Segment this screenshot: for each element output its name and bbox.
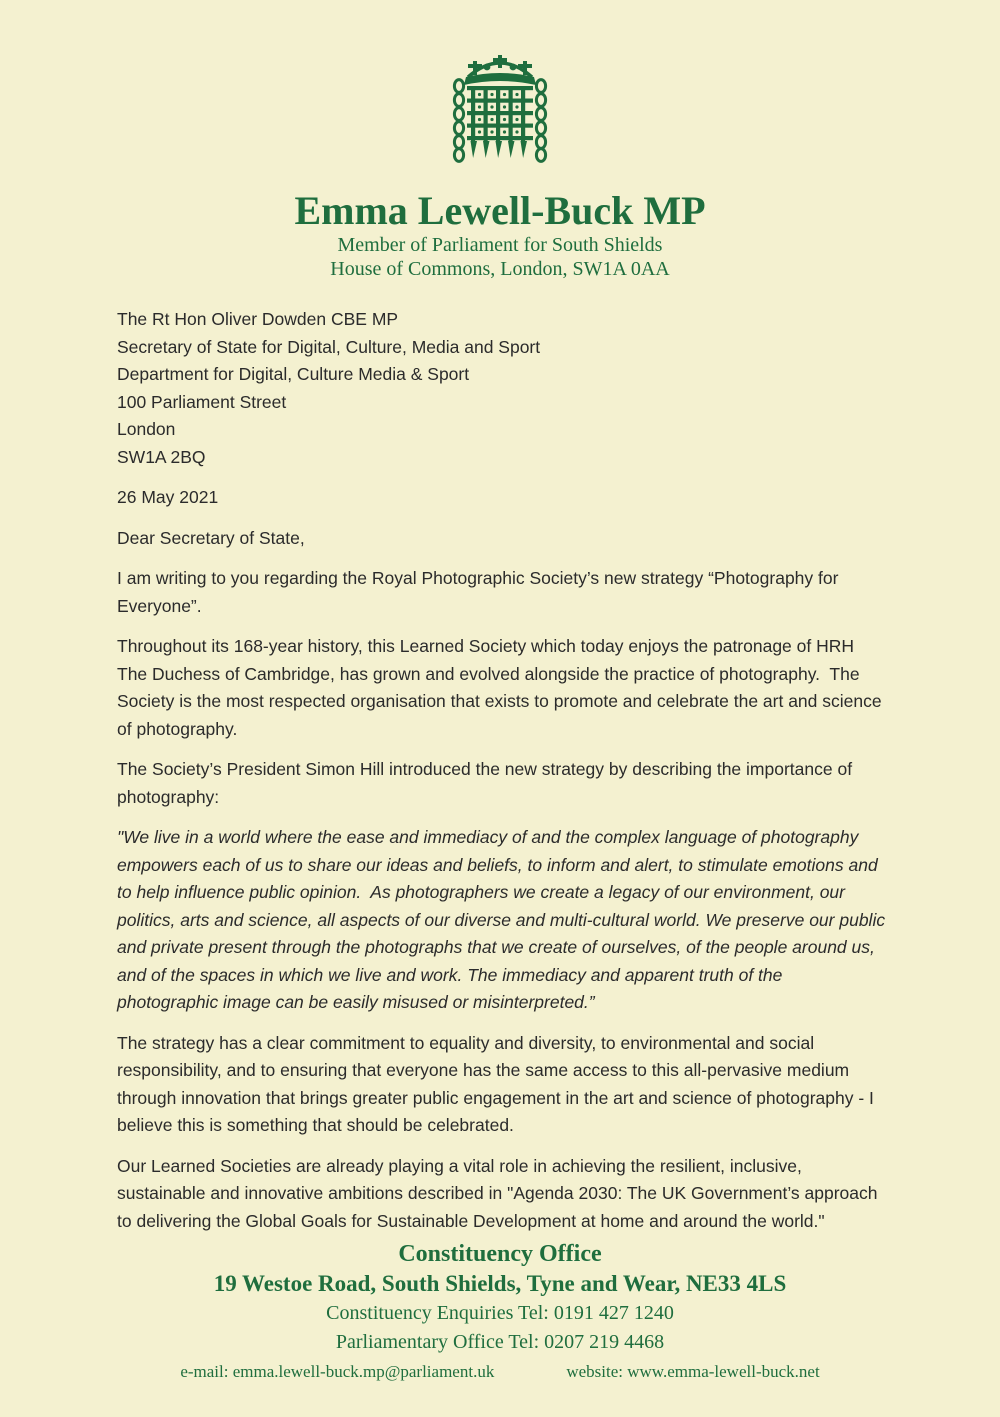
constituency-tel: Constituency Enquiries Tel: 0191 427 1240: [326, 1302, 674, 1324]
letter-body: [117, 565, 890, 1235]
mp-subtitle-line: Member of Parliament for South Shields: [337, 234, 663, 256]
recipient-address-line: 100 Parliament Street: [117, 391, 287, 412]
footer: [0, 1240, 1000, 1384]
body-paragraph: "We live in a world where the ease and immediacy of and the complex language of photography empowers each of us to share our ideas and beliefs, to inform and alert, to stimulate emotions and to help influence public opinion. As photographers we create a legacy of our environment, our politics, arts and science, all aspects of our diverse and multi-cultural world. We preserve our public and private present through the photographs that we create of ourselves, of the people around us, and of the spaces in which we live and work. The immediacy and apparent truth of the photographic image can be easily misused or misinterpreted.”: [117, 827, 890, 1012]
mp-subtitles: [0, 233, 1000, 281]
office-title: Constituency Office: [398, 1241, 602, 1267]
website-text: website: www.emma-lewell-buck.net: [566, 1362, 820, 1381]
recipient-address-line: Department for Digital, Culture Media & Sport: [117, 364, 470, 384]
letterhead: [0, 0, 1000, 281]
mp-name: Emma Lewell-Buck MP: [294, 188, 706, 233]
body-paragraph: The Society’s President Simon Hill introduced the new strategy by describing the importance of photography:: [117, 759, 857, 807]
body-paragraph: Throughout its 168-year history, this Learned Society which today enjoys the patronage of HRH The Duchess of Cambridge, has grown and evolved alongside the practice of photography. The Society is the most respected organisation that exists to promote and celebrate the art and science of photography.: [117, 636, 887, 739]
body-paragraph: I am writing to you regarding the Royal Photographic Society’s new strategy “Photography for Everyone”.: [117, 568, 844, 616]
email-text: e-mail: emma.lewell-buck.mp@parliament.uk: [180, 1362, 495, 1381]
office-address: 19 Westoe Road, South Shields, Tyne and Wear, NE33 4LS: [213, 1271, 787, 1296]
contact-row: [0, 1360, 1000, 1384]
letter-date: 26 May 2021: [117, 487, 219, 507]
recipient-address-line: SW1A 2BQ: [117, 446, 206, 467]
body-paragraph: Our Learned Societies are already playing a vital role in achieving the resilient, inclusive, sustainable and innovative ambitions described in "Agenda 2030: The UK Government’s approach to delivering the Global Goals for Sustainable Development at home and around the world.": [117, 1155, 883, 1231]
recipient-address: [117, 306, 886, 471]
parliamentary-tel: Parliamentary Office Tel: 0207 219 4468: [335, 1331, 665, 1353]
body-paragraph: The strategy has a clear commitment to equality and diversity, to environmental and social responsibility, and to ensuring that everyone has the same access to this all-pervasive medium through innovation that brings greater public engagement in the art and science of photography - I believe this is something that should be celebrated.: [117, 1032, 879, 1135]
mp-subtitle-line: House of Commons, London, SW1A 0AA: [330, 258, 670, 280]
recipient-address-line: The Rt Hon Oliver Dowden CBE MP: [117, 309, 399, 329]
letter-content: [117, 306, 890, 1235]
crowned-portcullis-icon: [448, 54, 552, 176]
recipient-address-line: Secretary of State for Digital, Culture, Media and Sport: [117, 336, 541, 357]
recipient-address-line: London: [117, 419, 176, 439]
salutation: Dear Secretary of State,: [117, 527, 305, 548]
